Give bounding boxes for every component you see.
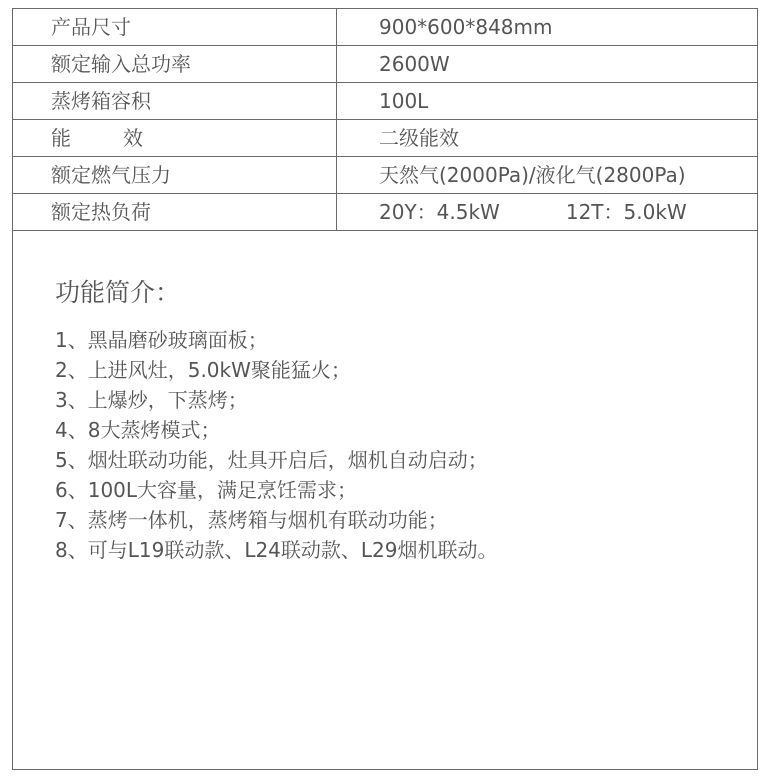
spec-value-efficiency: 二级能效 <box>337 120 758 157</box>
spec-label-size: 产品尺寸 <box>13 9 337 46</box>
features-title: 功能简介： <box>55 278 181 307</box>
table-row <box>13 157 757 194</box>
spec-label-heat-load: 额定热负荷 <box>13 194 337 231</box>
spec-table <box>13 9 757 231</box>
list-item: 7、蒸烤一体机，蒸烤箱与烟机有联动功能； <box>55 508 448 532</box>
features-list <box>55 325 498 565</box>
spec-label-capacity: 蒸烤箱容积 <box>13 83 337 120</box>
spec-label-efficiency-part-1: 能 <box>51 126 71 150</box>
table-row <box>13 46 757 83</box>
table-row <box>13 9 757 46</box>
product-spec-sheet <box>12 8 758 770</box>
spec-value-heat-load <box>337 194 758 231</box>
spec-value-heat-load-natural-gas: 20Y：4.5kW <box>379 200 500 224</box>
spec-value-size: 900*600*848mm <box>337 9 758 46</box>
spec-value-power: 2600W <box>337 46 758 83</box>
spec-label-power: 额定输入总功率 <box>13 46 337 83</box>
list-item: 2、上进风灶，5.0kW聚能猛火； <box>55 358 351 382</box>
list-item: 6、100L大容量，满足烹饪需求； <box>55 478 358 502</box>
spec-label-efficiency <box>13 120 337 157</box>
table-row <box>13 120 757 157</box>
spec-value-gas-pressure: 天然气(2000Pa)/液化气(2800Pa) <box>337 157 758 194</box>
list-item: 4、8大蒸烤模式； <box>55 418 221 442</box>
spec-value-capacity: 100L <box>337 83 758 120</box>
spec-label-efficiency-part-2: 效 <box>123 126 143 150</box>
features-section <box>55 279 498 565</box>
list-item: 5、烟灶联动功能，灶具开启后，烟机自动启动； <box>55 448 488 472</box>
list-item: 1、黑晶磨砂玻璃面板； <box>55 328 268 352</box>
list-item: 8、可与L19联动款、L24联动款、L29烟机联动。 <box>55 538 498 562</box>
spec-label-gas-pressure: 额定燃气压力 <box>13 157 337 194</box>
list-item: 3、上爆炒，下蒸烤； <box>55 388 248 412</box>
spec-value-heat-load-lpg: 12T：5.0kW <box>565 200 687 224</box>
table-row <box>13 83 757 120</box>
table-row <box>13 194 757 231</box>
